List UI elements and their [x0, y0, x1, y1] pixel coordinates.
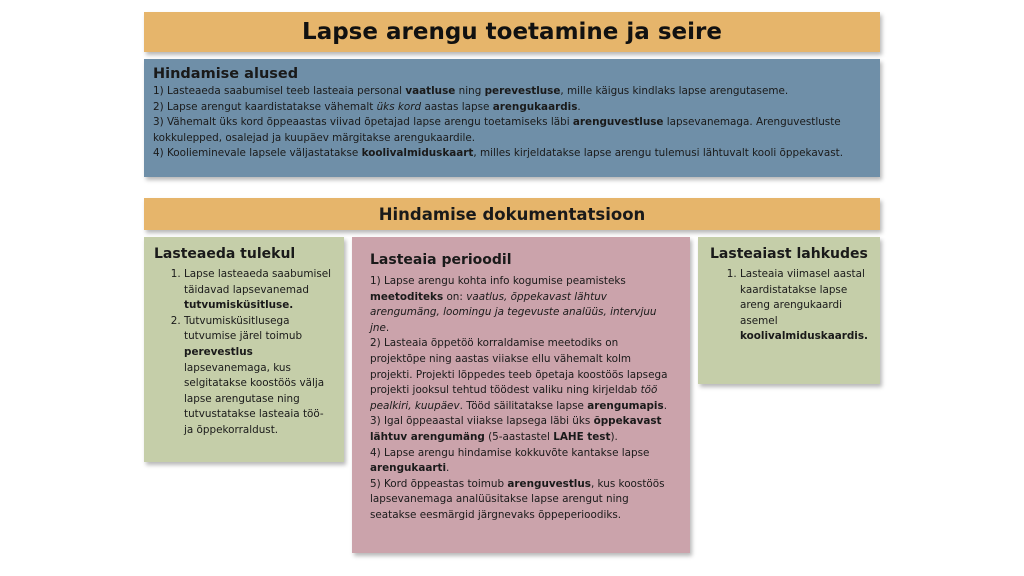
text-run: (5-aastastel	[484, 430, 554, 443]
text-run: perevestlus	[184, 345, 253, 358]
paragraph	[153, 146, 871, 162]
text-run: 2) Lapse arengut kaardistatakse vähemalt	[153, 100, 377, 113]
departure-list	[710, 267, 868, 345]
text-run: 4) Lapse arengu hindamise kokkuvõte kantakse lapse	[370, 446, 650, 459]
assessment-basis-list	[153, 84, 871, 162]
kindergarten-period-list	[370, 274, 672, 524]
arrival-panel	[144, 237, 344, 462]
kindergarten-period-heading: Lasteaia perioodil	[370, 252, 512, 268]
text-run: ).	[610, 430, 618, 443]
text-run: 3) Vähemalt üks kord õppeaastas viivad õpetajad lapse arengu toetamiseks läbi	[153, 116, 573, 129]
text-run: 5) Kord õppeastas toimub	[370, 477, 508, 490]
assessment-basis-heading: Hindamise alused	[153, 66, 299, 82]
arrival-list	[154, 267, 334, 439]
text-run: vaatlus, õppekavast lähtuv arengumäng, loomingu ja tegevuste analüüs, intervjuu jne	[370, 290, 657, 334]
list-item	[184, 267, 334, 314]
text-run: .	[446, 462, 450, 475]
arrival-heading: Lasteaeda tulekul	[154, 246, 296, 262]
text-run: arenguvestluse	[572, 116, 664, 129]
text-run: . Tööd säilitatakse lapse	[459, 399, 588, 412]
text-run: LAHE test	[553, 430, 611, 443]
page-title: Lapse arengu toetamine ja seire	[302, 19, 722, 45]
text-run: Lasteaia viimasel aastal kaardistatakse lapse areng arengukaardi asemel	[740, 268, 865, 327]
list-item	[740, 267, 868, 345]
text-run: aastas lapse	[421, 100, 493, 113]
text-run: arengumapis	[587, 399, 664, 412]
text-run: arenguvestlus	[507, 477, 591, 490]
text-run: perevestluse	[484, 85, 561, 97]
text-run: Lapse lasteaeda saabumisel täidavad lapsevanemad	[184, 268, 332, 296]
text-run: , mille käigus kindlaks lapse arengutaseme.	[560, 85, 789, 97]
paragraph	[370, 336, 672, 414]
assessment-basis-panel	[144, 59, 880, 177]
text-run: on:	[443, 290, 467, 303]
text-run: ning	[455, 85, 485, 97]
text-run: , milles kirjeldatakse lapse arengu tulemusi lähtuvalt kooli õppekavast.	[473, 147, 843, 160]
paragraph	[153, 100, 871, 116]
text-run: üks kord	[376, 100, 422, 113]
title-banner	[144, 12, 880, 52]
kindergarten-period-panel	[352, 237, 690, 553]
text-run: Tutvumisküsitlusega tutvumise järel toimub	[184, 314, 303, 343]
departure-panel	[698, 237, 880, 384]
paragraph	[153, 84, 871, 100]
paragraph	[370, 446, 672, 477]
text-run: lapsevanemaga, kus selgitatakse koostöös välja lapse arengutase ning tutvustatakse lasteaia töö- ja õppekorraldust.	[184, 361, 325, 436]
text-run: meetoditeks	[370, 290, 444, 303]
paragraph	[370, 477, 672, 524]
text-run: tutvumisküsitluse.	[184, 299, 294, 312]
departure-heading: Lasteaiast lahkudes	[710, 246, 868, 262]
text-run: arengukaardis	[492, 100, 578, 113]
text-run: 3) Igal õppeaastal viiakse lapsega läbi üks	[370, 415, 594, 428]
documentation-banner	[144, 198, 880, 230]
text-run: .	[577, 100, 581, 113]
list-item	[184, 314, 334, 439]
text-run: , kus koostöös lapsevanemaga analüüsitakse lapse arengut ning seatakse eesmärgid järgnevaks õppeperioodiks.	[370, 477, 665, 521]
text-run: õppekavast lähtuv arengumäng	[370, 415, 662, 443]
text-run: .	[663, 399, 667, 412]
text-run: 2) Lasteaia õppetöö korraldamise meetodiks on projektõpe ning aastas viiakse ellu vähemalt kolm projekti. Projekti lõppedes teeb õpetaja koostöös lapsega projekti jooksul tehtud töödest valiku ning kirjeldab	[370, 337, 668, 397]
paragraph	[370, 274, 672, 336]
text-run: koolivalmiduskaardis.	[740, 330, 868, 343]
text-run: töö pealkiri, kuupäev	[370, 384, 658, 412]
text-run: 4) Koolieminevale lapsele väljastatakse	[153, 147, 362, 160]
paragraph	[153, 115, 871, 146]
text-run: 1) Lapse arengu kohta info kogumise peamisteks	[370, 275, 626, 287]
text-run: lapsevanemaga. Arenguvestluste kokkulepped, osalejad ja kuupäev märgitakse arengukaardile.	[153, 116, 841, 144]
text-run: .	[385, 321, 390, 334]
text-run: vaatluse	[405, 85, 456, 97]
paragraph	[370, 414, 672, 445]
text-run: koolivalmiduskaart	[361, 147, 474, 160]
text-run: arengukaarti	[370, 462, 447, 475]
documentation-heading: Hindamise dokumentatsioon	[378, 204, 646, 224]
text-run: 1) Lasteaeda saabumisel teeb lasteaia personal	[153, 85, 406, 97]
